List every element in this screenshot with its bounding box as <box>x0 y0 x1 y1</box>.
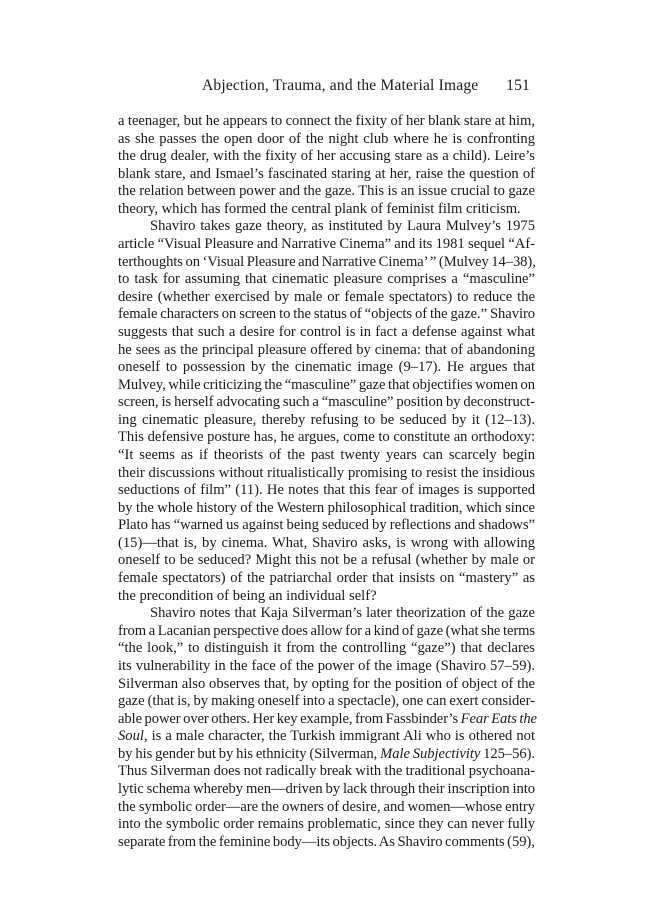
text-line <box>118 711 535 729</box>
text-run: blank stare, and Ismael’s fascinated staring at her, raise the question of <box>118 165 535 182</box>
text-run: seductions of film” (11). He notes that this fear of images is supported <box>118 482 535 499</box>
text-line <box>118 816 535 834</box>
text-line <box>118 465 535 483</box>
text-line <box>118 676 535 694</box>
text-line <box>118 377 535 395</box>
text-line <box>118 166 535 184</box>
body-text <box>118 113 535 851</box>
text-run: Mulvey, while criticizing the “masculine” gaze that objectifies women on <box>118 376 535 393</box>
text-run: the precondition of being an individual self? <box>118 587 377 604</box>
text-line <box>118 588 535 606</box>
text-run: the relation between power and the gaze. This is an issue crucial to gaze <box>118 183 535 200</box>
text-line <box>118 570 535 588</box>
paragraph <box>118 113 535 218</box>
text-line <box>118 552 535 570</box>
text-line <box>118 183 535 201</box>
running-head <box>118 77 534 99</box>
text-line <box>118 324 535 342</box>
text-run: from a Lacanian perspective does allow for a kind of gaze (what she terms <box>118 622 535 639</box>
text-run: gaze (that is, by making oneself into a spectacle), one can exert consider- <box>118 693 535 710</box>
text-line <box>118 693 535 711</box>
text-line <box>118 236 535 254</box>
text-line <box>118 658 535 676</box>
text-run: oneself to be seduced? Might this not be a refusal (whether by male or <box>118 552 535 569</box>
text-line <box>118 412 535 430</box>
text-run: “the look,” to distinguish it from the controlling “gaze”) that declares <box>118 640 535 657</box>
text-line <box>118 763 535 781</box>
text-line <box>118 289 535 307</box>
text-run: Plato has “warned us against being seduced by reflections and shadows” <box>118 517 535 534</box>
text-run: its vulnerability in the face of the power of the image (Shaviro 57–59). <box>118 657 535 674</box>
text-run: able power over others. Her key example, from Fassbinder’s <box>118 710 461 727</box>
italic-title: Fear Eats the <box>460 710 537 727</box>
text-run: the drug dealer, with the fixity of her accusing stare as a child). Leire’s <box>118 148 535 165</box>
text-line <box>118 781 535 799</box>
text-line <box>118 482 535 500</box>
text-run: lytic schema whereby men—driven by lack through their inscription into <box>118 780 535 797</box>
text-line <box>118 605 535 623</box>
text-run: female characters on screen to the status of “objects of the gaze.” Shaviro <box>118 306 535 323</box>
text-run: desire (whether exercised by male or female spectators) to reduce the <box>118 288 535 305</box>
running-title: Abjection, Trauma, and the Material Image <box>202 77 479 94</box>
text-run: (15)—that is, by cinema. What, Shaviro asks, is wrong with allowing <box>118 534 535 551</box>
text-run: separate from the feminine body—its objects. As Shaviro comments (59), <box>118 833 535 850</box>
text-run: he sees as the principal pleasure offered by cinema: that of abandoning <box>118 341 535 358</box>
text-line <box>118 201 535 219</box>
text-run: by the whole history of the Western philosophical tradition, which since <box>118 499 535 516</box>
text-run: Shaviro takes gaze theory, as instituted by Laura Mulvey’s 1975 <box>150 218 535 235</box>
text-line <box>118 746 535 764</box>
text-line <box>118 306 535 324</box>
text-run: ing cinematic pleasure, thereby refusing to be seduced by it (12–13). <box>118 411 535 428</box>
text-line <box>118 113 535 131</box>
text-line <box>118 342 535 360</box>
text-run: suggests that such a desire for control is in fact a defense against what <box>118 323 535 340</box>
text-run: terthoughts on ‘Visual Pleasure and Narrative Cinema’ ” (Mulvey 14–38), <box>118 253 536 270</box>
text-run: Silverman also observes that, by opting for the position of object of the <box>118 675 535 692</box>
text-run: the symbolic order—are the owners of desire, and women—whose entry <box>118 798 535 815</box>
text-run: their discussions without ritualistically promising to resist the insidious <box>118 464 535 481</box>
text-line <box>118 640 535 658</box>
text-line <box>118 834 535 852</box>
text-line <box>118 429 535 447</box>
text-run: Thus Silverman does not radically break with the traditional psychoana- <box>118 763 535 780</box>
text-line <box>118 623 535 641</box>
text-run: article “Visual Pleasure and Narrative Cinema” and its 1981 sequel “Af- <box>118 236 535 253</box>
page-number: 151 <box>506 77 530 94</box>
paragraph <box>118 605 535 851</box>
text-line <box>118 254 535 272</box>
text-run: a teenager, but he appears to connect the fixity of her blank stare at him, <box>118 113 535 129</box>
text-run: Shaviro notes that Kaja Silverman’s later theorization of the gaze <box>150 605 535 622</box>
text-line <box>118 535 535 553</box>
text-line <box>118 500 535 518</box>
text-run: screen, is herself advocating such a “masculine” position by deconstruct- <box>118 394 535 411</box>
text-run: to task for assuming that cinematic pleasure comprises a “masculine” <box>118 271 535 288</box>
text-run: by his gender but by his ethnicity (Silverman, <box>118 745 381 762</box>
text-line <box>118 517 535 535</box>
text-line <box>118 728 535 746</box>
text-line <box>118 271 535 289</box>
text-run: theory, which has formed the central plank of feminist film criticism. <box>118 200 521 217</box>
text-line <box>118 394 535 412</box>
paragraph <box>118 218 535 605</box>
italic-title: Soul <box>118 728 144 745</box>
text-line <box>118 447 535 465</box>
text-line <box>118 799 535 817</box>
text-run: “It seems as if theorists of the past twenty years can scarcely begin <box>118 446 535 463</box>
italic-title: Male Subjectivity <box>380 745 481 762</box>
text-run: as she passes the open door of the night club where he is confronting <box>118 130 535 147</box>
text-line <box>118 218 535 236</box>
text-run: , is a male character, the Turkish immigrant Ali who is othered not <box>143 728 535 745</box>
text-run: oneself to possession by the cinematic image (9–17). He argues that <box>118 359 535 376</box>
text-run: This defensive posture has, he argues, come to constitute an orthodoxy: <box>118 429 536 446</box>
text-run: female spectators) of the patriarchal order that insists on “mastery” as <box>118 570 535 587</box>
text-line <box>118 359 535 377</box>
text-run: into the symbolic order remains problematic, since they can never fully <box>118 816 535 833</box>
text-line <box>118 148 535 166</box>
text-run: 125–56). <box>480 745 536 762</box>
text-line <box>118 131 535 149</box>
